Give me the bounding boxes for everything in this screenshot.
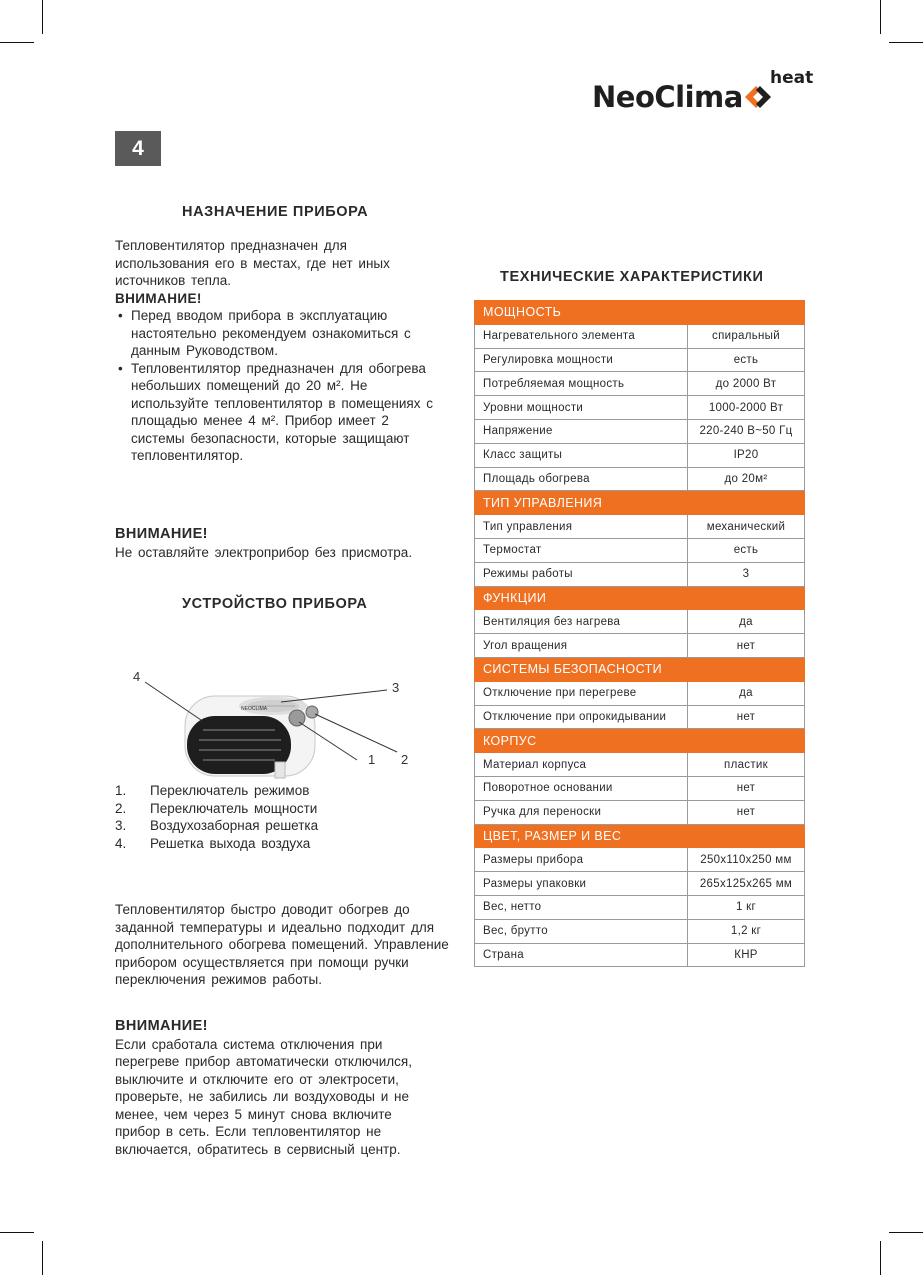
table-row — [475, 538, 805, 562]
row-label: Размеры упаковки — [475, 872, 688, 896]
row-value: нет — [688, 705, 805, 729]
warning-text: Не оставляйте электроприбор без присмотра. — [115, 544, 413, 560]
table-row — [475, 562, 805, 586]
row-value: 3 — [688, 562, 805, 586]
row-value: нет — [688, 800, 805, 824]
table-row — [475, 800, 805, 824]
row-label: Режимы работы — [475, 562, 688, 586]
row-value: КНР — [688, 943, 805, 967]
row-value: 250x110x250 мм — [688, 848, 805, 872]
row-label: Отключение при опрокидывании — [475, 705, 688, 729]
row-value: механический — [688, 515, 805, 539]
row-label: Вес, брутто — [475, 919, 688, 943]
table-row — [475, 776, 805, 800]
table-row — [475, 919, 805, 943]
part-label: Решетка выхода воздуха — [150, 835, 311, 851]
table-row — [475, 943, 805, 967]
list-item — [115, 800, 318, 818]
table-row — [475, 467, 805, 491]
row-value: 1,2 кг — [688, 919, 805, 943]
callout-2: 2 — [401, 752, 409, 767]
heater-image — [125, 662, 425, 782]
row-value: нет — [688, 634, 805, 658]
table-row — [475, 753, 805, 777]
row-label: Размеры прибора — [475, 848, 688, 872]
section-header: ФУНКЦИИ — [475, 586, 805, 610]
part-label: Переключатель режимов — [150, 783, 310, 798]
row-label: Вес, нетто — [475, 895, 688, 919]
part-label: Воздухозаборная решетка — [150, 818, 319, 833]
crop-mark — [889, 42, 923, 43]
callout-3: 3 — [392, 680, 400, 695]
row-label: Потребляемая мощность — [475, 372, 688, 396]
part-label: Переключатель мощности — [150, 800, 318, 816]
row-label: Нагревательного элемента — [475, 324, 688, 348]
row-value: 1000-2000 Вт — [688, 396, 805, 420]
row-label: Вентиляция без нагрева — [475, 610, 688, 634]
row-label: Термостат — [475, 538, 688, 562]
page-number: 4 — [115, 131, 161, 166]
row-value: есть — [688, 348, 805, 372]
part-number: 3. — [115, 818, 127, 833]
row-value: 1 кг — [688, 895, 805, 919]
row-value: 265x125x265 мм — [688, 872, 805, 896]
crop-mark — [880, 1241, 881, 1275]
row-label: Класс защиты — [475, 443, 688, 467]
row-label: Тип управления — [475, 515, 688, 539]
warning-block-2 — [115, 526, 445, 561]
purpose-block — [115, 237, 433, 465]
table-row — [475, 443, 805, 467]
section-header: СИСТЕМЫ БЕЗОПАСНОСТИ — [475, 657, 805, 681]
list-item — [115, 782, 318, 800]
section-header: МОЩНОСТЬ — [475, 301, 805, 325]
table-row — [475, 419, 805, 443]
brand-logo — [592, 70, 812, 120]
crop-mark — [880, 0, 881, 34]
row-value: 220-240 В~50 Гц — [688, 419, 805, 443]
list-item — [115, 835, 318, 853]
row-label: Регулировка мощности — [475, 348, 688, 372]
row-label: Ручка для переноски — [475, 800, 688, 824]
part-number: 2. — [115, 800, 127, 816]
section-header: КОРПУС — [475, 729, 805, 753]
device-label: NEOCLIMA — [241, 706, 268, 712]
row-value: да — [688, 681, 805, 705]
row-label: Площадь обогрева — [475, 467, 688, 491]
row-value: спиральный — [688, 324, 805, 348]
device-title: УСТРОЙСТВО ПРИБОРА — [182, 596, 368, 612]
row-label: Страна — [475, 943, 688, 967]
section-header: ТИП УПРАВЛЕНИЯ — [475, 491, 805, 515]
crop-mark — [0, 1232, 34, 1233]
crop-mark — [42, 0, 43, 34]
list-item — [115, 817, 318, 835]
purpose-warning-label: ВНИМАНИЕ! — [115, 290, 202, 306]
table-row — [475, 705, 805, 729]
row-label: Угол вращения — [475, 634, 688, 658]
warning-text: Если сработала система отключения при перегреве прибор автоматически отключился, выключите и отключите его от электросети, проверьте, не забились ли воздуховоды и не менее, чем через 5 минут снова включите прибор в сеть. Если тепловентилятор не включается, обратитесь в сервисный центр. — [115, 1036, 412, 1157]
crop-mark — [0, 42, 34, 43]
specs-title: ТЕХНИЧЕСКИЕ ХАРАКТЕРИСТИКИ — [500, 269, 764, 285]
table-row — [475, 515, 805, 539]
section-header: ЦВЕТ, РАЗМЕР И ВЕС — [475, 824, 805, 848]
purpose-bullets — [115, 307, 433, 465]
crop-mark — [889, 1232, 923, 1233]
table-row — [475, 324, 805, 348]
row-value: есть — [688, 538, 805, 562]
table-row — [475, 348, 805, 372]
table-row — [475, 372, 805, 396]
table-row — [475, 634, 805, 658]
table-row — [475, 681, 805, 705]
callout-4: 4 — [133, 669, 141, 684]
row-label: Уровни мощности — [475, 396, 688, 420]
brand-chevron-icon — [743, 84, 773, 110]
warning-block-3 — [115, 1018, 435, 1158]
list-item: • Перед вводом прибора в эксплуатацию настоятельно рекомендуем ознакомиться с данным Руководством. — [115, 307, 433, 360]
parts-list — [115, 782, 318, 852]
part-number: 4. — [115, 835, 127, 851]
warning-label: ВНИМАНИЕ! — [115, 526, 208, 542]
device-illustration — [125, 662, 425, 782]
brand-suffix: heat — [770, 68, 814, 88]
row-label: Материал корпуса — [475, 753, 688, 777]
list-item: • Тепловентилятор предназначен для обогрева небольших помещений до 20 м². Не используйте тепловентилятор в помещениях с площадью менее 4 м². Прибор имеет 2 системы безопасности, которые защищают тепловентилятор. — [115, 360, 433, 465]
warning-label: ВНИМАНИЕ! — [115, 1018, 208, 1034]
specs-table — [474, 300, 805, 967]
row-value: до 20м² — [688, 467, 805, 491]
purpose-title: НАЗНАЧЕНИЕ ПРИБОРА — [182, 204, 369, 220]
row-value: да — [688, 610, 805, 634]
table-row — [475, 872, 805, 896]
part-number: 1. — [115, 783, 127, 798]
row-value: IP20 — [688, 443, 805, 467]
row-value: пластик — [688, 753, 805, 777]
row-value: до 2000 Вт — [688, 372, 805, 396]
row-label: Отключение при перегреве — [475, 681, 688, 705]
device-description: Тепловентилятор быстро доводит обогрев до заданной температуры и идеально подходит для дополнительного обогрева помещений. Управление прибором осуществляется при помощи ручки переключения режимов работы. — [115, 902, 449, 987]
row-value: нет — [688, 776, 805, 800]
table-row — [475, 895, 805, 919]
row-label: Поворотное основании — [475, 776, 688, 800]
table-row — [475, 396, 805, 420]
row-label: Напряжение — [475, 419, 688, 443]
table-row — [475, 848, 805, 872]
table-row — [475, 610, 805, 634]
brand-name: NeoClima — [592, 80, 743, 114]
purpose-intro: Тепловентилятор предназначен для использования его в местах, где нет иных источников тепла. — [115, 238, 390, 288]
callout-1: 1 — [368, 752, 376, 767]
crop-mark — [42, 1241, 43, 1275]
